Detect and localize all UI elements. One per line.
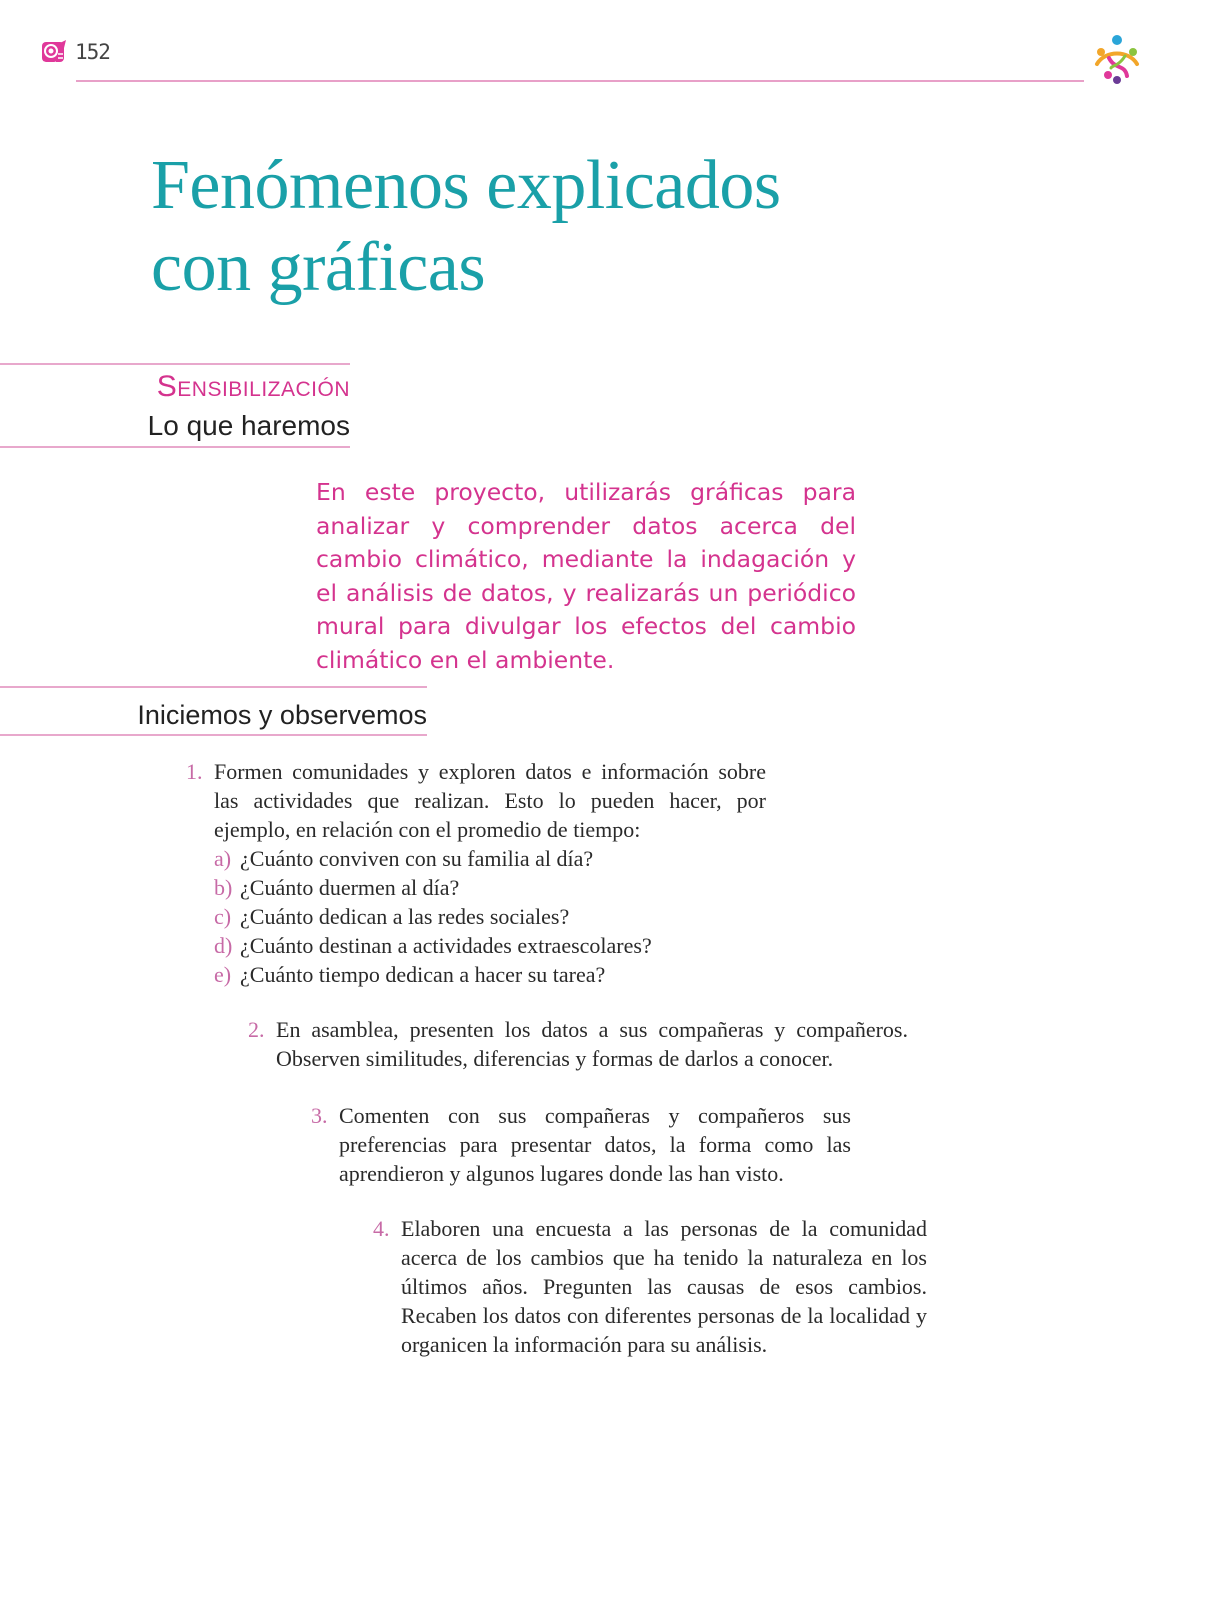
item-letter: b) xyxy=(214,875,233,900)
section-bottom-rule xyxy=(0,446,350,448)
iniciemos-bottom-rule xyxy=(0,734,427,736)
activity-2 xyxy=(248,1015,908,1073)
item-text: ¿Cuánto dedican a las redes sociales? xyxy=(240,904,570,929)
list-item xyxy=(214,902,766,931)
list-item xyxy=(214,844,766,873)
colorful-figures-logo-icon xyxy=(1087,30,1147,90)
item-text: ¿Cuánto duermen al día? xyxy=(240,875,460,900)
activity-text: Elaboren una encuesta a las personas de la comunidad acerca de los cambios que ha tenido la naturaleza en los últimos años. Pregunten las causas de esos cambios. Recaben los datos con diferentes personas de la localidad y organicen la información para su análisis. xyxy=(401,1216,927,1357)
section-subtitle: Lo que haremos xyxy=(147,410,350,441)
activity-1 xyxy=(186,757,766,989)
activity-text: En asamblea, presenten los datos a sus compañeras y compañeros. Observen similitudes, diferencias y formas de darlos a conocer. xyxy=(276,1017,908,1071)
activity-number: 1. xyxy=(186,759,203,784)
section-heading-iniciemos: Iniciemos y observemos xyxy=(137,700,427,730)
list-item xyxy=(214,931,766,960)
activity-3 xyxy=(311,1101,851,1188)
item-letter: e) xyxy=(214,962,232,987)
aztec-glyph-icon xyxy=(40,38,68,66)
item-text: ¿Cuánto tiempo dedican a hacer su tarea? xyxy=(240,962,606,987)
activity-number: 2. xyxy=(248,1017,265,1042)
section-top-rule xyxy=(0,363,350,365)
list-item xyxy=(214,873,766,902)
item-text: ¿Cuánto destinan a actividades extraescolares? xyxy=(240,933,652,958)
title-line-1: Fenómenos explicados xyxy=(151,147,781,224)
section-label-sensibilizacion: Sensibilización xyxy=(156,370,350,403)
item-letter: c) xyxy=(214,904,232,929)
page-title xyxy=(151,145,951,309)
item-letter: d) xyxy=(214,933,233,958)
item-text: ¿Cuánto conviven con su familia al día? xyxy=(240,846,594,871)
activity-number: 4. xyxy=(373,1216,390,1241)
activity-text: Comenten con sus compañeras y compañeros sus preferencias para presentar datos, la forma como las aprendieron y algunos lugares donde las han visto. xyxy=(339,1103,851,1186)
item-letter: a) xyxy=(214,846,232,871)
list-item xyxy=(214,960,766,989)
activity-4 xyxy=(373,1214,927,1359)
header-rule xyxy=(76,80,1084,82)
page-number: 152 xyxy=(75,40,110,64)
title-line-2: con gráficas xyxy=(151,229,486,306)
activity-number: 3. xyxy=(311,1103,328,1128)
intro-paragraph: En este proyecto, utilizarás gráficas para analizar y comprender datos acerca del cambio climático, mediante la indagación y el análisis de datos, y realizarás un periódico mural para divulgar los efectos del cambio climático en el ambiente. xyxy=(316,478,856,674)
iniciemos-top-rule xyxy=(0,686,427,688)
activity-text: Formen comunidades y exploren datos e información sobre las actividades que realizan. Esto lo pueden hacer, por ejemplo, en relación con el promedio de tiempo: xyxy=(214,759,766,842)
